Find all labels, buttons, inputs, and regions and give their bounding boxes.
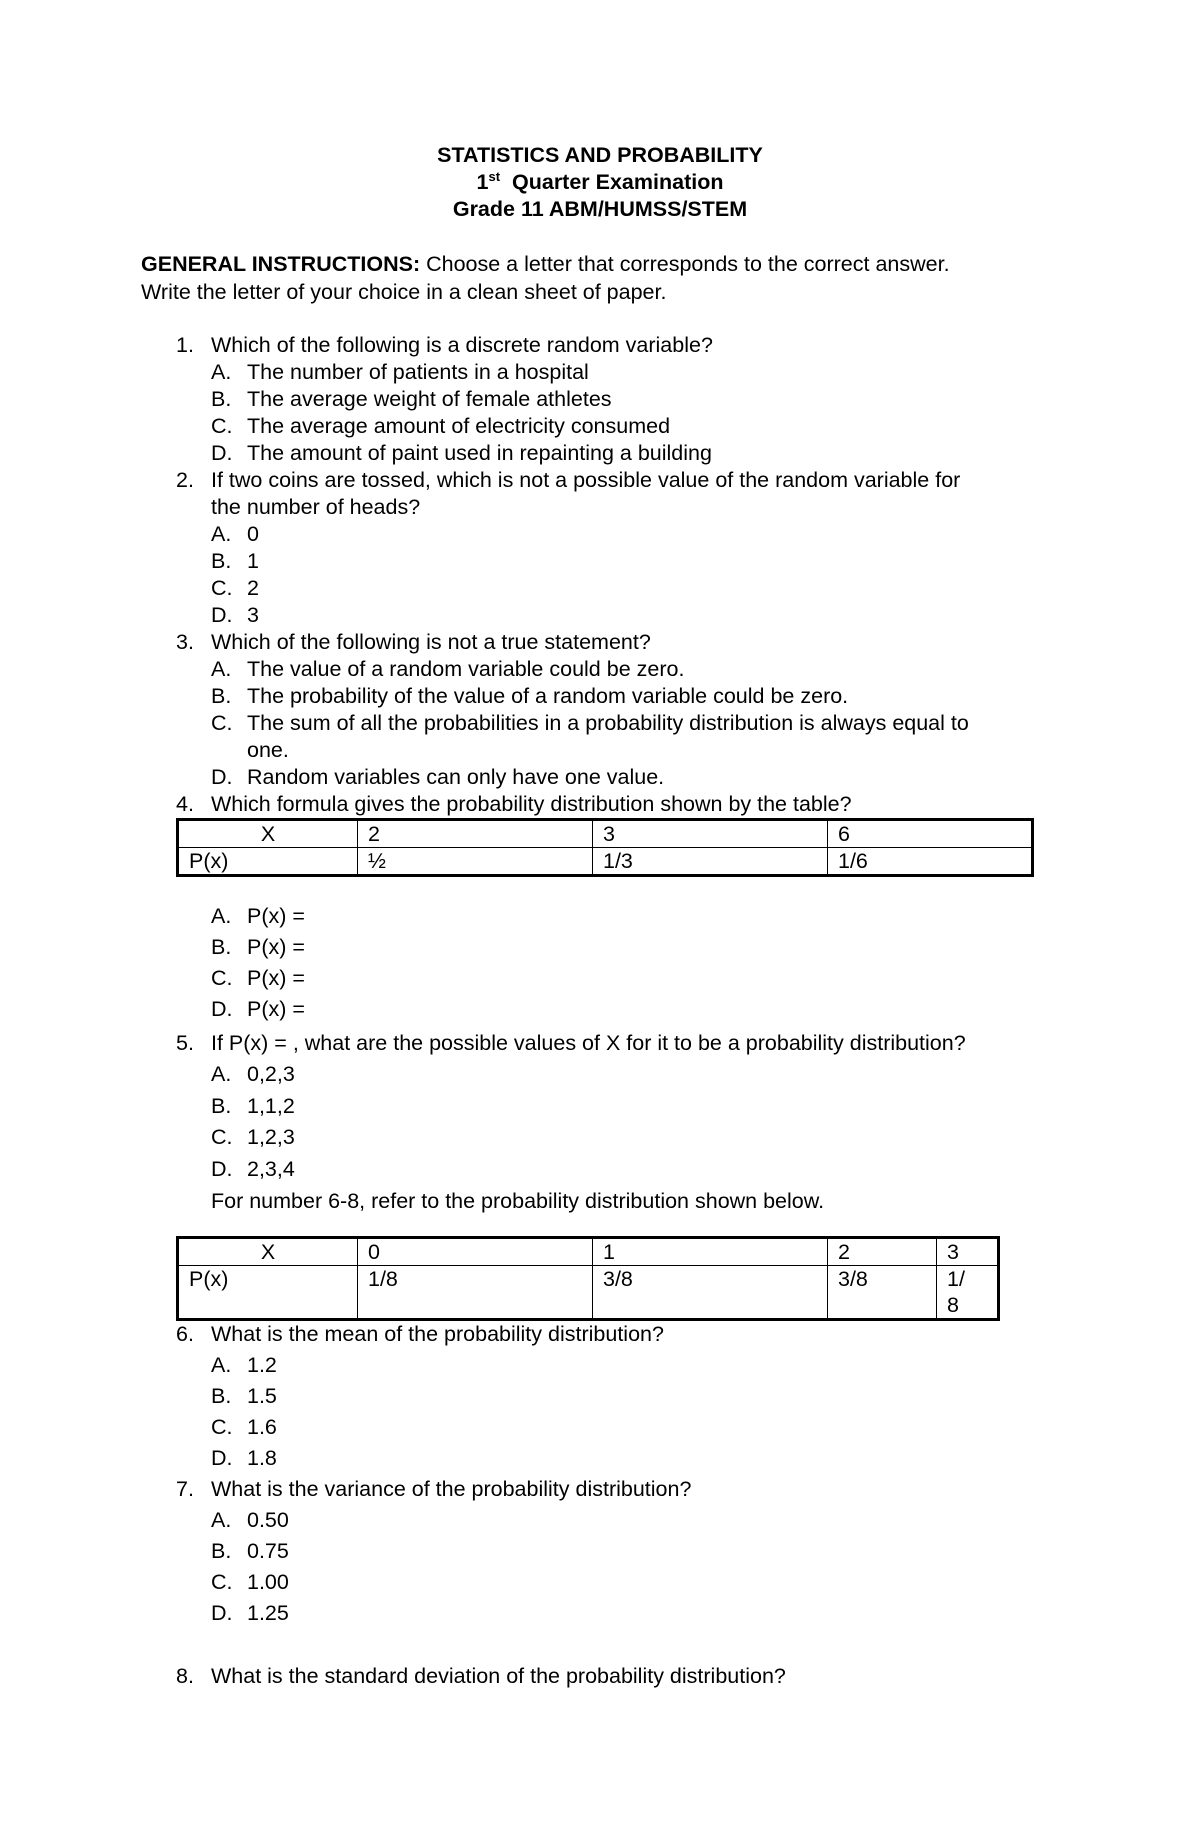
exam-title: STATISTICS AND PROBABILITY bbox=[437, 143, 763, 167]
option-text: 1.25 bbox=[247, 1601, 289, 1625]
option-text: 2,3,4 bbox=[247, 1157, 295, 1181]
instructions-label: GENERAL INSTRUCTIONS: bbox=[141, 252, 421, 276]
option-text: 1.2 bbox=[247, 1353, 277, 1377]
option-text: 1.8 bbox=[247, 1446, 277, 1470]
option-text: 0,2,3 bbox=[247, 1062, 295, 1086]
option-text: The average weight of female athletes bbox=[247, 387, 612, 411]
table-cell: 2 bbox=[828, 1238, 937, 1266]
table-cell: 1 bbox=[593, 1238, 828, 1266]
option-letter: D. bbox=[211, 765, 233, 789]
option-letter: C. bbox=[211, 1570, 233, 1594]
option-letter: C. bbox=[211, 1125, 233, 1149]
instructions-line-2: Write the letter of your choice in a clean sheet of paper. bbox=[141, 280, 667, 304]
question-number: 4. bbox=[176, 792, 194, 816]
option-letter: B. bbox=[211, 549, 232, 573]
distribution-table-q4 bbox=[176, 818, 1034, 877]
table-cell: 2 bbox=[358, 820, 593, 848]
quarter-number: 1 bbox=[476, 170, 489, 194]
option-letter: C. bbox=[211, 1415, 233, 1439]
table-cell: X bbox=[178, 1238, 358, 1266]
option-text: The probability of the value of a random variable could be zero. bbox=[247, 684, 849, 708]
option-text: 0.50 bbox=[247, 1508, 289, 1532]
quarter-suffix: st bbox=[488, 169, 501, 184]
option-letter: D. bbox=[211, 1157, 233, 1181]
option-letter: A. bbox=[211, 657, 232, 681]
table-row bbox=[178, 1238, 999, 1266]
question-number: 6. bbox=[176, 1322, 194, 1346]
table-cell: 0 bbox=[358, 1238, 593, 1266]
quarter-text: Quarter Examination bbox=[512, 170, 724, 194]
option-letter: D. bbox=[211, 1446, 233, 1470]
exam-grade: Grade 11 ABM/HUMSS/STEM bbox=[452, 197, 748, 221]
option-letter: B. bbox=[211, 387, 232, 411]
question-text: If two coins are tossed, which is not a possible value of the random variable for bbox=[211, 468, 961, 492]
table-row bbox=[178, 848, 1033, 876]
exam-quarter bbox=[0, 169, 1200, 196]
option-text: The amount of paint used in repainting a building bbox=[247, 441, 712, 465]
option-text: 3 bbox=[247, 603, 259, 627]
option-text: The value of a random variable could be zero. bbox=[247, 657, 685, 681]
option-letter: A. bbox=[211, 904, 232, 928]
question-text: If P(x) = , what are the possible values of X for it to be a probability distribution? bbox=[211, 1031, 966, 1055]
option-text: 1,1,2 bbox=[247, 1094, 295, 1118]
option-text: 0.75 bbox=[247, 1539, 289, 1563]
question-number: 1. bbox=[176, 333, 194, 357]
option-text: 1.6 bbox=[247, 1415, 277, 1439]
table-cell: 3/8 bbox=[593, 1266, 828, 1320]
option-text: Random variables can only have one value. bbox=[247, 765, 665, 789]
reference-note: For number 6-8, refer to the probability distribution shown below. bbox=[211, 1189, 825, 1213]
table-cell: 1/8 bbox=[358, 1266, 593, 1320]
option-letter: C. bbox=[211, 966, 233, 990]
table-cell: 1/6 bbox=[828, 848, 1033, 876]
option-letter: B. bbox=[211, 935, 232, 959]
question-number: 5. bbox=[176, 1031, 194, 1055]
table-row bbox=[178, 1266, 999, 1320]
question-text: Which of the following is a discrete random variable? bbox=[211, 333, 713, 357]
option-letter: C. bbox=[211, 414, 233, 438]
option-text: 1 bbox=[247, 549, 259, 573]
question-number: 2. bbox=[176, 468, 194, 492]
cell-line: 1/ bbox=[947, 1267, 965, 1291]
option-text: P(x) = bbox=[247, 904, 305, 928]
table-cell: 3 bbox=[937, 1238, 999, 1266]
question-text: What is the mean of the probability distribution? bbox=[211, 1322, 664, 1346]
option-letter: A. bbox=[211, 360, 232, 384]
instructions-line-1 bbox=[141, 251, 950, 278]
table-cell: 3 bbox=[593, 820, 828, 848]
option-letter: B. bbox=[211, 1384, 232, 1408]
option-text: 1.00 bbox=[247, 1570, 289, 1594]
table-cell: X bbox=[178, 820, 358, 848]
question-text-cont: the number of heads? bbox=[211, 495, 421, 519]
option-text: P(x) = bbox=[247, 966, 305, 990]
option-letter: B. bbox=[211, 684, 232, 708]
question-text: What is the variance of the probability distribution? bbox=[211, 1477, 692, 1501]
option-letter: C. bbox=[211, 576, 233, 600]
option-letter: A. bbox=[211, 522, 232, 546]
cell-line: 8 bbox=[947, 1293, 959, 1317]
option-letter: A. bbox=[211, 1062, 232, 1086]
question-number: 3. bbox=[176, 630, 194, 654]
table-cell: ½ bbox=[358, 848, 593, 876]
question-number: 7. bbox=[176, 1477, 194, 1501]
table-cell: 1/3 bbox=[593, 848, 828, 876]
option-letter: D. bbox=[211, 441, 233, 465]
option-text: The number of patients in a hospital bbox=[247, 360, 589, 384]
question-number: 8. bbox=[176, 1664, 194, 1688]
question-text: Which of the following is not a true statement? bbox=[211, 630, 651, 654]
question-text: Which formula gives the probability distribution shown by the table? bbox=[211, 792, 852, 816]
table-cell bbox=[937, 1266, 999, 1320]
option-letter: D. bbox=[211, 997, 233, 1021]
option-text: The sum of all the probabilities in a probability distribution is always equal to bbox=[247, 711, 969, 735]
table-cell: P(x) bbox=[178, 1266, 358, 1320]
option-text: 1.5 bbox=[247, 1384, 277, 1408]
option-text: 0 bbox=[247, 522, 259, 546]
option-letter: B. bbox=[211, 1094, 232, 1118]
table-cell: 3/8 bbox=[828, 1266, 937, 1320]
option-text: The average amount of electricity consumed bbox=[247, 414, 671, 438]
table-cell: 6 bbox=[828, 820, 1033, 848]
option-letter: C. bbox=[211, 711, 233, 735]
option-letter: B. bbox=[211, 1539, 232, 1563]
question-text: What is the standard deviation of the probability distribution? bbox=[211, 1664, 786, 1688]
option-text-cont: one. bbox=[247, 738, 289, 762]
table-row bbox=[178, 820, 1033, 848]
option-text: 2 bbox=[247, 576, 259, 600]
table-cell: P(x) bbox=[178, 848, 358, 876]
option-text: 1,2,3 bbox=[247, 1125, 295, 1149]
distribution-table-q6-8 bbox=[176, 1236, 1000, 1321]
instructions-text: Choose a letter that corresponds to the correct answer. bbox=[420, 252, 950, 276]
option-text: P(x) = bbox=[247, 997, 305, 1021]
option-letter: A. bbox=[211, 1508, 232, 1532]
option-text: P(x) = bbox=[247, 935, 305, 959]
option-letter: A. bbox=[211, 1353, 232, 1377]
option-letter: D. bbox=[211, 603, 233, 627]
option-letter: D. bbox=[211, 1601, 233, 1625]
